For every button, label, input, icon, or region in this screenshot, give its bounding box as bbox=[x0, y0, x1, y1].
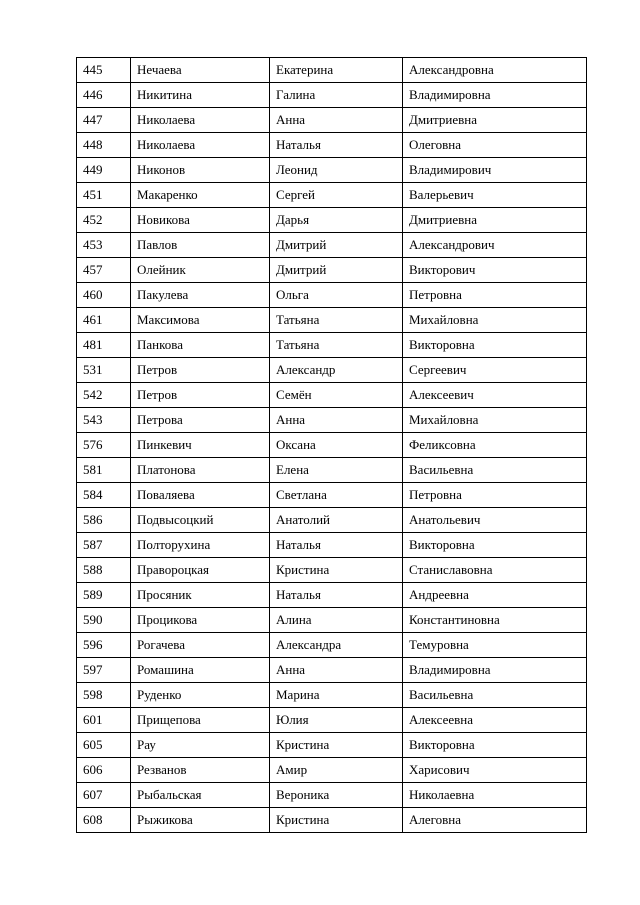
cell-patronymic: Николаевна bbox=[403, 783, 587, 808]
table-row bbox=[77, 133, 587, 158]
cell-last-name: Платонова bbox=[131, 458, 270, 483]
cell-patronymic: Константиновна bbox=[403, 608, 587, 633]
table-row bbox=[77, 758, 587, 783]
roster-table bbox=[76, 57, 587, 833]
cell-first-name: Наталья bbox=[270, 533, 403, 558]
cell-number: 445 bbox=[77, 58, 131, 83]
cell-patronymic: Викторовна bbox=[403, 533, 587, 558]
cell-last-name: Руденко bbox=[131, 683, 270, 708]
cell-number: 588 bbox=[77, 558, 131, 583]
cell-first-name: Наталья bbox=[270, 133, 403, 158]
cell-first-name: Екатерина bbox=[270, 58, 403, 83]
cell-first-name: Оксана bbox=[270, 433, 403, 458]
cell-first-name: Анна bbox=[270, 658, 403, 683]
cell-number: 451 bbox=[77, 183, 131, 208]
cell-first-name: Кристина bbox=[270, 733, 403, 758]
cell-number: 584 bbox=[77, 483, 131, 508]
table-row bbox=[77, 458, 587, 483]
cell-first-name: Амир bbox=[270, 758, 403, 783]
table-row bbox=[77, 308, 587, 333]
table-row bbox=[77, 583, 587, 608]
cell-last-name: Петров bbox=[131, 383, 270, 408]
table-row bbox=[77, 283, 587, 308]
cell-number: 531 bbox=[77, 358, 131, 383]
cell-number: 597 bbox=[77, 658, 131, 683]
table-row bbox=[77, 708, 587, 733]
table-row bbox=[77, 408, 587, 433]
cell-number: 590 bbox=[77, 608, 131, 633]
cell-last-name: Максимова bbox=[131, 308, 270, 333]
cell-patronymic: Владимировна bbox=[403, 658, 587, 683]
cell-number: 481 bbox=[77, 333, 131, 358]
cell-last-name: Павлов bbox=[131, 233, 270, 258]
cell-first-name: Вероника bbox=[270, 783, 403, 808]
cell-patronymic: Васильевна bbox=[403, 458, 587, 483]
cell-last-name: Подвысоцкий bbox=[131, 508, 270, 533]
table-row bbox=[77, 433, 587, 458]
table-row bbox=[77, 558, 587, 583]
cell-first-name: Кристина bbox=[270, 558, 403, 583]
cell-patronymic: Михайловна bbox=[403, 408, 587, 433]
cell-number: 587 bbox=[77, 533, 131, 558]
cell-first-name: Леонид bbox=[270, 158, 403, 183]
cell-last-name: Пакулева bbox=[131, 283, 270, 308]
cell-number: 605 bbox=[77, 733, 131, 758]
table-row bbox=[77, 258, 587, 283]
table-row bbox=[77, 383, 587, 408]
cell-first-name: Ольга bbox=[270, 283, 403, 308]
cell-number: 457 bbox=[77, 258, 131, 283]
cell-number: 460 bbox=[77, 283, 131, 308]
cell-patronymic: Валерьевич bbox=[403, 183, 587, 208]
table-row bbox=[77, 233, 587, 258]
table-row bbox=[77, 508, 587, 533]
cell-number: 448 bbox=[77, 133, 131, 158]
table-row bbox=[77, 183, 587, 208]
cell-first-name: Татьяна bbox=[270, 333, 403, 358]
cell-last-name: Николаева bbox=[131, 133, 270, 158]
cell-patronymic: Темуровна bbox=[403, 633, 587, 658]
cell-number: 461 bbox=[77, 308, 131, 333]
cell-last-name: Процикова bbox=[131, 608, 270, 633]
cell-number: 601 bbox=[77, 708, 131, 733]
cell-last-name: Николаева bbox=[131, 108, 270, 133]
cell-first-name: Анатолий bbox=[270, 508, 403, 533]
cell-patronymic: Анатольевич bbox=[403, 508, 587, 533]
cell-number: 606 bbox=[77, 758, 131, 783]
cell-first-name: Юлия bbox=[270, 708, 403, 733]
table-row bbox=[77, 783, 587, 808]
cell-patronymic: Петровна bbox=[403, 283, 587, 308]
cell-last-name: Резванов bbox=[131, 758, 270, 783]
table-row bbox=[77, 83, 587, 108]
cell-patronymic: Владимирович bbox=[403, 158, 587, 183]
cell-patronymic: Михайловна bbox=[403, 308, 587, 333]
cell-first-name: Дмитрий bbox=[270, 233, 403, 258]
cell-number: 542 bbox=[77, 383, 131, 408]
cell-last-name: Макаренко bbox=[131, 183, 270, 208]
table-row bbox=[77, 683, 587, 708]
table-row bbox=[77, 483, 587, 508]
cell-first-name: Елена bbox=[270, 458, 403, 483]
cell-first-name: Алина bbox=[270, 608, 403, 633]
table-row bbox=[77, 733, 587, 758]
cell-patronymic: Алеговна bbox=[403, 808, 587, 833]
cell-last-name: Петрова bbox=[131, 408, 270, 433]
cell-last-name: Рыбальская bbox=[131, 783, 270, 808]
cell-first-name: Галина bbox=[270, 83, 403, 108]
cell-patronymic: Дмитриевна bbox=[403, 208, 587, 233]
table-row bbox=[77, 108, 587, 133]
cell-patronymic: Александрович bbox=[403, 233, 587, 258]
cell-number: 543 bbox=[77, 408, 131, 433]
cell-first-name: Александра bbox=[270, 633, 403, 658]
table-row bbox=[77, 333, 587, 358]
cell-patronymic: Харисович bbox=[403, 758, 587, 783]
cell-number: 581 bbox=[77, 458, 131, 483]
cell-number: 447 bbox=[77, 108, 131, 133]
table-row bbox=[77, 658, 587, 683]
cell-last-name: Новикова bbox=[131, 208, 270, 233]
cell-last-name: Праворoцкая bbox=[131, 558, 270, 583]
cell-last-name: Нечаева bbox=[131, 58, 270, 83]
table-row bbox=[77, 158, 587, 183]
cell-patronymic: Дмитриевна bbox=[403, 108, 587, 133]
cell-number: 608 bbox=[77, 808, 131, 833]
cell-number: 586 bbox=[77, 508, 131, 533]
table-row bbox=[77, 633, 587, 658]
cell-patronymic: Александровна bbox=[403, 58, 587, 83]
cell-last-name: Рогачева bbox=[131, 633, 270, 658]
cell-number: 446 bbox=[77, 83, 131, 108]
cell-number: 596 bbox=[77, 633, 131, 658]
cell-patronymic: Васильевна bbox=[403, 683, 587, 708]
cell-first-name: Татьяна bbox=[270, 308, 403, 333]
cell-last-name: Полторухина bbox=[131, 533, 270, 558]
table-row bbox=[77, 358, 587, 383]
cell-first-name: Дарья bbox=[270, 208, 403, 233]
cell-last-name: Рыжикова bbox=[131, 808, 270, 833]
cell-last-name: Рау bbox=[131, 733, 270, 758]
cell-first-name: Семён bbox=[270, 383, 403, 408]
cell-number: 589 bbox=[77, 583, 131, 608]
cell-patronymic: Алексеевич bbox=[403, 383, 587, 408]
cell-first-name: Анна bbox=[270, 108, 403, 133]
cell-last-name: Просяник bbox=[131, 583, 270, 608]
cell-patronymic: Владимировна bbox=[403, 83, 587, 108]
cell-last-name: Никитина bbox=[131, 83, 270, 108]
cell-patronymic: Станиславовна bbox=[403, 558, 587, 583]
cell-first-name: Александр bbox=[270, 358, 403, 383]
cell-first-name: Марина bbox=[270, 683, 403, 708]
cell-first-name: Наталья bbox=[270, 583, 403, 608]
cell-patronymic: Феликсовна bbox=[403, 433, 587, 458]
cell-first-name: Кристина bbox=[270, 808, 403, 833]
cell-patronymic: Андреевна bbox=[403, 583, 587, 608]
cell-last-name: Поваляева bbox=[131, 483, 270, 508]
cell-patronymic: Олеговна bbox=[403, 133, 587, 158]
table-row bbox=[77, 533, 587, 558]
roster-table-body bbox=[77, 58, 587, 833]
cell-first-name: Сергей bbox=[270, 183, 403, 208]
table-row bbox=[77, 808, 587, 833]
cell-last-name: Олейник bbox=[131, 258, 270, 283]
cell-patronymic: Викторовна bbox=[403, 333, 587, 358]
cell-patronymic: Сергеевич bbox=[403, 358, 587, 383]
cell-last-name: Никонов bbox=[131, 158, 270, 183]
cell-last-name: Панкова bbox=[131, 333, 270, 358]
cell-number: 576 bbox=[77, 433, 131, 458]
cell-number: 607 bbox=[77, 783, 131, 808]
cell-number: 452 bbox=[77, 208, 131, 233]
cell-first-name: Анна bbox=[270, 408, 403, 433]
cell-number: 449 bbox=[77, 158, 131, 183]
cell-first-name: Светлана bbox=[270, 483, 403, 508]
cell-number: 453 bbox=[77, 233, 131, 258]
cell-patronymic: Алексеевна bbox=[403, 708, 587, 733]
cell-patronymic: Викторович bbox=[403, 258, 587, 283]
cell-first-name: Дмитрий bbox=[270, 258, 403, 283]
table-row bbox=[77, 608, 587, 633]
cell-patronymic: Петровна bbox=[403, 483, 587, 508]
cell-last-name: Пинкевич bbox=[131, 433, 270, 458]
cell-last-name: Ромашина bbox=[131, 658, 270, 683]
table-row bbox=[77, 58, 587, 83]
cell-last-name: Петров bbox=[131, 358, 270, 383]
table-row bbox=[77, 208, 587, 233]
cell-patronymic: Викторовна bbox=[403, 733, 587, 758]
cell-number: 598 bbox=[77, 683, 131, 708]
cell-last-name: Прищепова bbox=[131, 708, 270, 733]
